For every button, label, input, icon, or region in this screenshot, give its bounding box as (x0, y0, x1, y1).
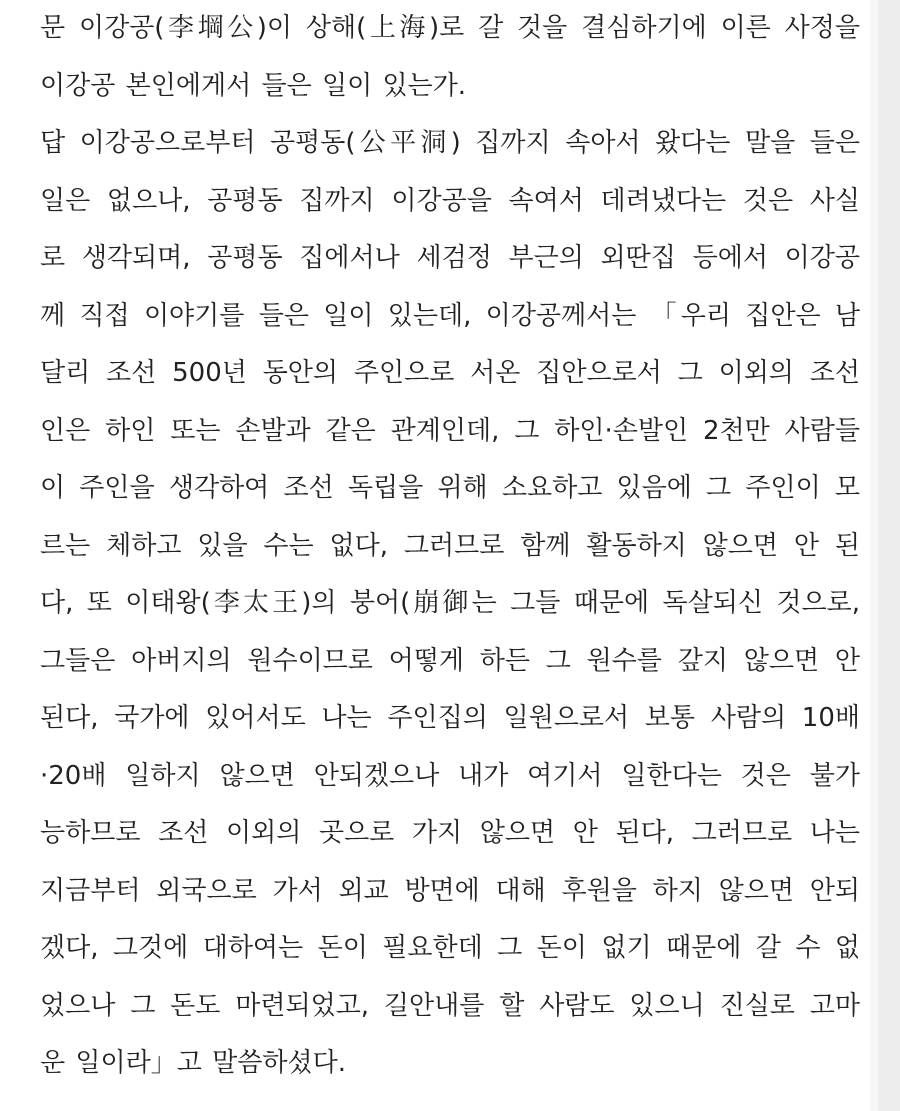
text-line: 답 이강공으로부터 공평동(公平洞) 집까지 속아서 왔다는 말을 들은 (40, 128, 860, 158)
text-line: 능하므로 조선 이외의 곳으로 가지 않으면 안 된다, 그러므로 나는 (40, 818, 860, 848)
text-line: 었으나 그 돈도 마련되었고, 길안내를 할 사람도 있으니 진실로 고마 (40, 990, 860, 1021)
text-line: 달리 조선 500년 동안의 주인으로 서온 집안으로서 그 이외의 조선 (40, 358, 860, 388)
text-line: 께 직접 이야기를 들은 일이 있는데, 이강공께서는 「우리 집안은 남 (40, 300, 860, 331)
text-line: ·20배 일하지 않으면 안되겠으나 내가 여기서 일한다는 것은 불가 (40, 760, 860, 791)
text-line: 이 주인을 생각하여 조선 독립을 위해 소요하고 있음에 그 주인이 모 (40, 473, 860, 503)
interrogation-text (40, 0, 860, 1093)
text-line: 다, 또 이태왕(李太王)의 붕어(崩御는 그들 때문에 독살되신 것으로, (40, 588, 860, 618)
scrollbar-track-edge (870, 0, 878, 1111)
text-line: 그들은 아버지의 원수이므로 어떻게 하든 그 원수를 갚지 않으면 안 (40, 645, 860, 676)
text-line: 겠다, 그것에 대하여는 돈이 필요한데 그 돈이 없기 때문에 갈 수 없 (40, 933, 860, 963)
text-line: 이강공 본인에게서 들은 일이 있는가. (40, 70, 467, 101)
vertical-scrollbar[interactable] (870, 0, 900, 1111)
text-line: 로 생각되며, 공평동 집에서나 세검정 부근의 외딴집 등에서 이강공 (40, 243, 860, 273)
text-line: 일은 없으나, 공평동 집까지 이강공을 속여서 데려냈다는 것은 사실 (40, 185, 860, 216)
text-line: 지금부터 외국으로 가서 외교 방면에 대해 후원을 하지 않으면 안되 (40, 875, 860, 906)
text-line: 운 일이라」고 말씀하셨다. (40, 1048, 346, 1078)
text-line: 문 이강공(李堈公)이 상해(上海)로 갈 것을 결심하기에 이른 사정을 (40, 13, 860, 43)
text-line: 르는 체하고 있을 수는 없다, 그러므로 함께 활동하지 않으면 안 된 (40, 530, 860, 561)
text-line: 된다, 국가에 있어서도 나는 주인집의 일원으로서 보통 사람의 10배 (40, 703, 860, 733)
text-line: 인은 하인 또는 손발과 같은 관계인데, 그 하인·손발인 2천만 사람들 (40, 415, 860, 446)
